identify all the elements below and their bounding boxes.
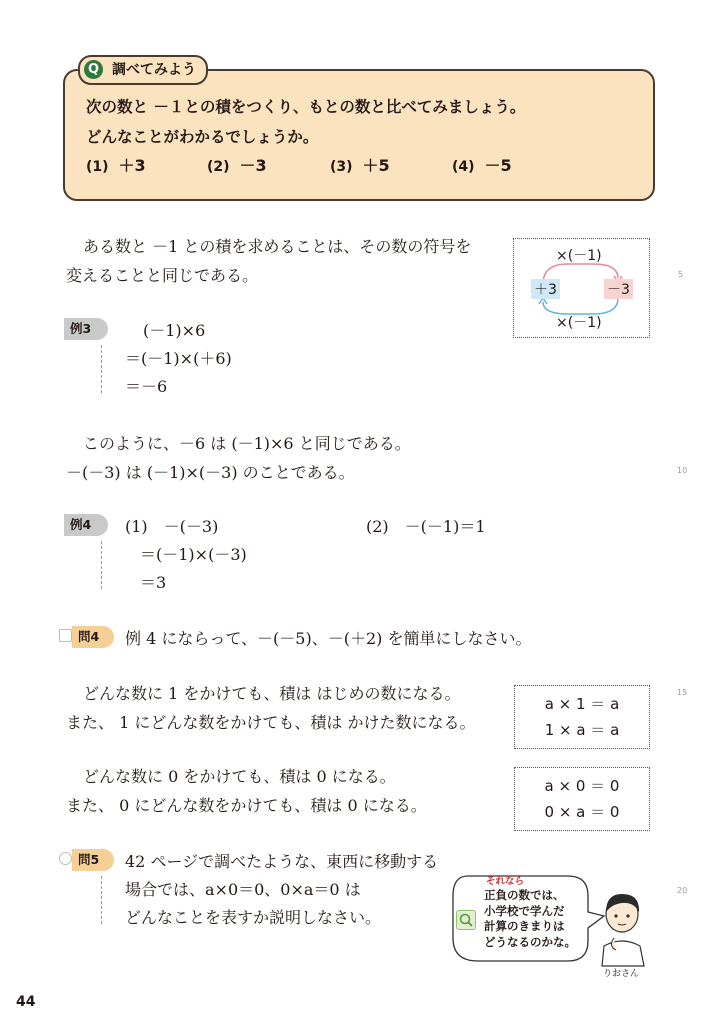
item-number: (2) (207, 159, 230, 175)
question-5-divider (101, 876, 102, 924)
example-3-tag: 例3 (64, 318, 108, 340)
question-item-2 (207, 153, 267, 176)
rule-one-line-2: また、 1 にどんな数をかけても、積は かけた数になる。 (66, 713, 476, 732)
question-4-tag: 問4 (72, 626, 114, 648)
rule-one-formula-1: a × 1 ＝ a (544, 695, 620, 713)
intro-line-2: 変えることと同じである。 (66, 266, 259, 285)
example-4-part2: (2) －(－1)＝1 (366, 517, 486, 536)
plus-three-chip: ＋3 (531, 279, 560, 299)
question-5-line-1: 42 ページで調べたような、東西に移動する (125, 852, 439, 871)
bubble-text (484, 888, 576, 950)
question-item-3 (330, 153, 390, 176)
question-4-text: 例 4 にならって、－(－5)、－(＋2) を簡単にしなさい。 (125, 629, 532, 648)
sign-bottom-label: ×(－1) (556, 315, 602, 331)
bubble-line-4: どうなるのかな。 (484, 934, 576, 949)
line-number-15: 15 (677, 688, 688, 697)
line-number-10: 10 (677, 466, 688, 475)
explain-line-1: このように、－6 は (－1)×6 と同じである。 (83, 434, 411, 453)
question-line-1: 次の数と －１との積をつくり、もとの数と比べてみましょう。 (86, 98, 526, 116)
sign-top-label: ×(－1) (556, 248, 602, 264)
example-4-part1-line-1: (1) －(－3) (125, 517, 219, 536)
question-item-1 (86, 153, 146, 176)
example-4-tag: 例4 (64, 514, 108, 536)
question-item-4 (452, 153, 512, 176)
item-value: ＋3 (118, 156, 146, 175)
rule-zero-line-1: どんな数に 0 をかけても、積は 0 になる。 (83, 767, 396, 786)
minus-three-chip: －3 (604, 279, 633, 299)
example-4-part1-line-3: ＝3 (140, 573, 167, 592)
character-name: りおさん (603, 969, 640, 979)
rule-zero-line-2: また、 0 にどんな数をかけても、積は 0 になる。 (66, 796, 427, 815)
example-3-divider (101, 345, 102, 393)
example-3-line-2: ＝(－1)×(＋6) (125, 349, 232, 368)
bubble-label: それなら (486, 876, 525, 887)
bubble-line-3: 計算のきまりは (484, 919, 565, 933)
line-number-5: 5 (678, 270, 684, 279)
item-value: －5 (484, 156, 512, 175)
student-character (594, 888, 654, 968)
page-number: 44 (16, 994, 36, 1010)
rule-zero-formula-1: a × 0 ＝ 0 (544, 777, 620, 795)
question-5-line-3: どんなことを表すか説明しなさい。 (125, 908, 382, 927)
magnifier-icon (456, 910, 476, 930)
item-value: ＋5 (362, 156, 390, 175)
item-number: (4) (452, 159, 475, 175)
bubble-line-1: 正負の数では、 (484, 888, 565, 902)
intro-line-1: ある数と －1 との積を求めることは、その数の符号を (83, 237, 472, 256)
explain-line-2: －(－3) は (－1)×(－3) のことである。 (66, 463, 355, 482)
item-value: －3 (239, 156, 267, 175)
rule-zero-formula-2: 0 × a ＝ 0 (544, 803, 620, 821)
checkmark-icon[interactable] (59, 852, 72, 865)
example-4-part1-line-2: ＝(－1)×(－3) (140, 545, 247, 564)
example-3-line-3: ＝－6 (125, 377, 168, 396)
checkbox-icon[interactable] (59, 629, 72, 642)
example-4-divider (101, 541, 102, 589)
bubble-line-2: 小学校で学んだ (484, 903, 565, 918)
item-number: (1) (86, 159, 109, 175)
magnifier-glyph (457, 911, 475, 929)
rule-one-line-1: どんな数に 1 をかけても、積は はじめの数になる。 (83, 684, 461, 703)
question-5-tag: 問5 (72, 849, 114, 871)
question-5-line-2: 場合では、a×0＝0、0×a＝0 は (125, 880, 361, 899)
question-title: 調べてみよう (112, 62, 196, 78)
question-line-2: どんなことがわかるでしょうか。 (86, 128, 319, 146)
line-number-20: 20 (677, 886, 688, 895)
q-badge: Q (84, 60, 103, 79)
example-3-line-1: (－1)×6 (143, 321, 206, 340)
rule-one-formula-2: 1 × a ＝ a (544, 721, 620, 739)
item-number: (3) (330, 159, 353, 175)
